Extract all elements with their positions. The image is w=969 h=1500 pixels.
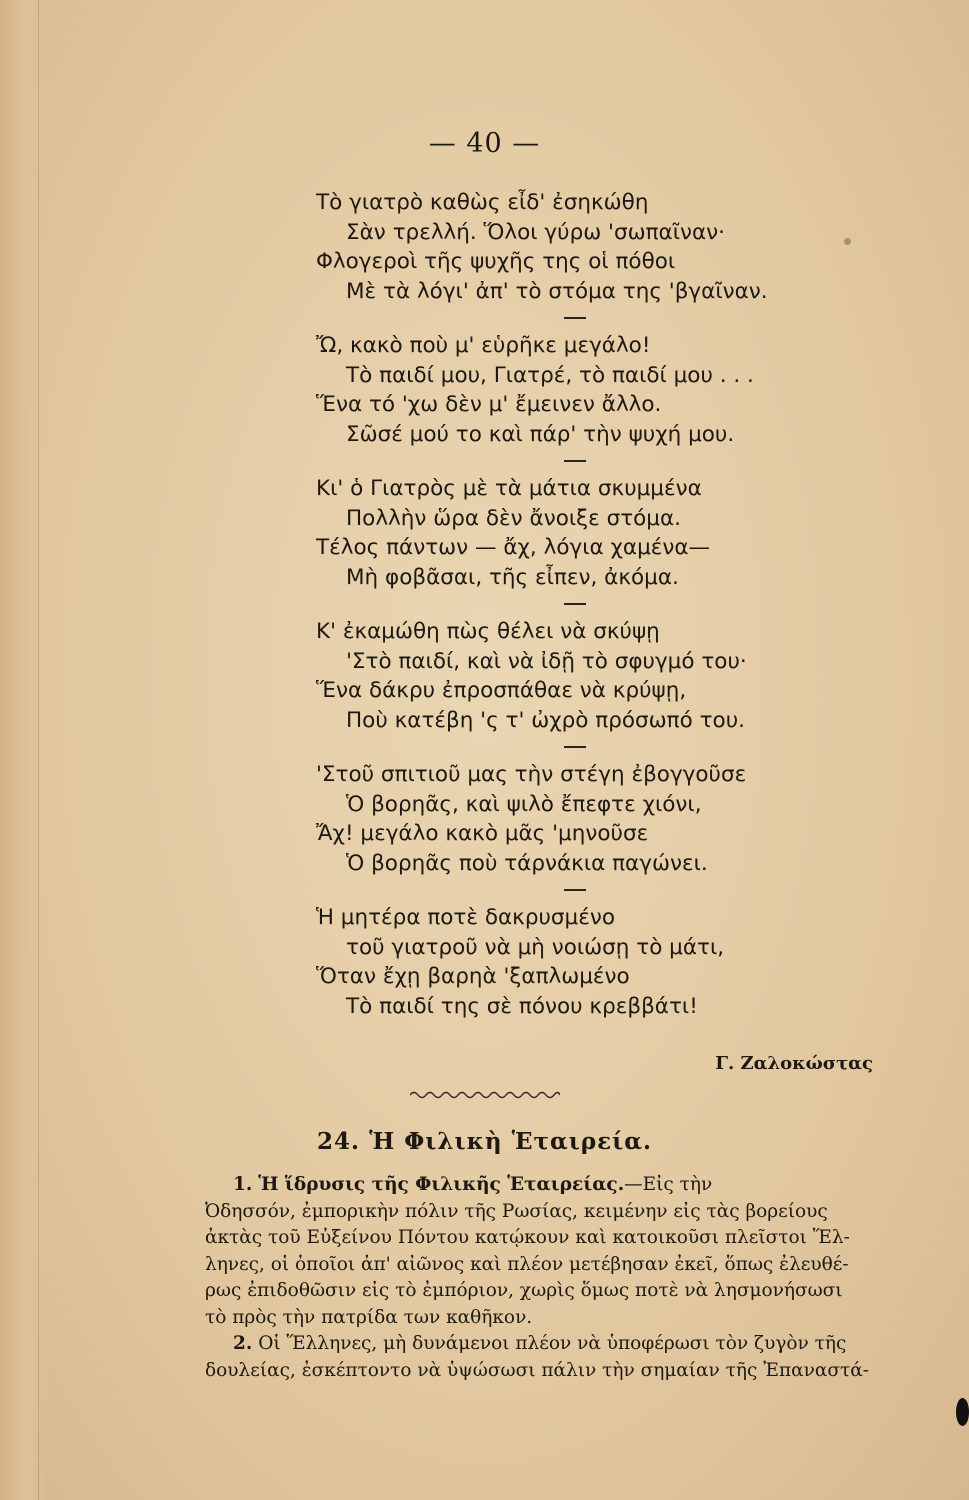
poem-line: Τὸ παιδί της σὲ πόνου κρεββάτι! bbox=[346, 993, 698, 1019]
poem-line: Τὸ παιδί μου, Γιατρέ, τὸ παιδί μου . . . bbox=[346, 362, 754, 388]
paragraph-line: τὸ πρὸς τὴν πατρίδα των καθῆκον. bbox=[205, 1306, 533, 1328]
poem-line: Ἕνα δάκρυ ἐπροσπάθαε νὰ κρύψῃ, bbox=[316, 678, 687, 703]
section-heading: 24. Ἡ Φιλικὴ Ἑταιρεία. bbox=[317, 1128, 652, 1155]
poem-line: Σῶσέ μού το καὶ πάρ' τὴν ψυχή μου. bbox=[346, 421, 735, 447]
poem-line: Ὤ, κακὸ ποὺ μ' εὑρῆκε μεγάλο! bbox=[316, 333, 651, 358]
stanza-separator bbox=[564, 317, 586, 319]
poem-line: Ποὺ κατέβη 'ς τ' ὠχρὸ πρόσωπό του. bbox=[346, 707, 745, 733]
poem-line: 'Στοῦ σπιτιοῦ μας τὴν στέγη ἐβογγοῦσε bbox=[316, 762, 747, 787]
poem-line: τοῦ γιατροῦ νὰ μὴ νοιώσῃ τὸ μάτι, bbox=[346, 934, 725, 960]
poem-line: Ὅταν ἔχῃ βαρηὰ 'ξαπλωμένο bbox=[316, 964, 630, 989]
poem-line: Σὰν τρελλή. Ὅλοι γύρω 'σωπαῖναν· bbox=[346, 219, 726, 245]
paragraph-number: 2. bbox=[233, 1333, 253, 1354]
poem bbox=[316, 188, 876, 1021]
paragraph-line: ληνες, οἱ ὁποῖοι ἀπ' αἰῶνος καὶ πλέον μετέβησαν ἐκεῖ, ὅπως ἐλευθέ- bbox=[205, 1253, 849, 1275]
paragraph-line: ἀκτὰς τοῦ Εὐξείνου Πόντου κατῴκουν καὶ κατοικοῦσι πλεῖστοι Ἕλ- bbox=[205, 1227, 850, 1248]
stanza bbox=[316, 617, 876, 735]
poem-line: Ἄχ! μεγάλο κακὸ μᾶς 'μηνοῦσε bbox=[316, 821, 649, 846]
poem-line: 'Στὸ παιδί, καὶ νὰ ἰδῇ τὸ σφυγμό του· bbox=[346, 648, 747, 674]
binding-line bbox=[38, 0, 39, 1500]
paragraph-title: Ἡ ἵδρυσις τῆς Φιλικῆς Ἑταιρείας. bbox=[258, 1174, 625, 1195]
poem-line: Φλογεροὶ τῆς ψυχῆς της οἱ πόθοι bbox=[316, 249, 676, 274]
poem-line: Πολλὴν ὥρα δὲν ἄνοιξε στόμα. bbox=[346, 505, 681, 531]
stanza-separator bbox=[564, 889, 586, 891]
ink-blot bbox=[956, 1398, 969, 1426]
paragraph-number: 1. bbox=[233, 1174, 253, 1195]
stanza bbox=[316, 903, 876, 1021]
poem-line: Ἕνα τό 'χω δὲν μ' ἔμεινεν ἄλλο. bbox=[316, 392, 662, 417]
poem-line: Μὴ φοβᾶσαι, τῆς εἶπεν, ἀκόμα. bbox=[346, 564, 679, 590]
paragraph-text: —Εἰς τὴν bbox=[624, 1174, 713, 1195]
section-body bbox=[205, 1172, 945, 1384]
poem-line: Ὁ βορηᾶς, καὶ ψιλὸ ἔπεφτε χιόνι, bbox=[346, 791, 702, 817]
poem-line: Κ' ἐκαμώθη πὼς θέλει νὰ σκύψῃ bbox=[316, 619, 660, 644]
paragraph-text: Οἱ Ἕλληνες, μὴ δυνάμενοι πλέον νὰ ὑποφέρωσι τὸν ζυγὸν τῆς bbox=[258, 1333, 847, 1354]
page-number: — 40 — bbox=[428, 128, 541, 159]
paragraph-line bbox=[205, 1331, 945, 1358]
stanza-separator bbox=[564, 746, 586, 748]
poem-author: Γ. Ζαλοκώστας bbox=[715, 1053, 873, 1074]
paragraph-line: Ὀδησσόν, ἐμπορικὴν πόλιν τῆς Ρωσίας, κειμένην εἰς τὰς βορείους bbox=[205, 1200, 828, 1222]
poem-line: Τὸ γιατρὸ καθὼς εἶδ' ἐσηκώθη bbox=[316, 190, 649, 215]
paragraph-line bbox=[205, 1172, 945, 1199]
ink-speck bbox=[844, 238, 851, 245]
poem-line: Ὁ βορηᾶς ποὺ τάρνάκια παγώνει. bbox=[346, 850, 708, 876]
paragraph-line: δουλείας, ἐσκέπτοντο νὰ ὑψώσωσι πάλιν τὴν σημαίαν τῆς Ἐπαναστά- bbox=[205, 1359, 870, 1381]
poem-line: Τέλος πάντων — ἄχ, λόγια χαμένα— bbox=[316, 535, 711, 560]
poem-line: Μὲ τὰ λόγι' ἀπ' τὸ στόμα της 'βγαῖναν. bbox=[346, 278, 768, 304]
stanza-separator bbox=[564, 460, 586, 462]
paragraph-line: ρως ἐπιδοθῶσιν εἰς τὸ ἐμπόριον, χωρὶς ὅμως ποτὲ νὰ λησμονήσωσι bbox=[205, 1280, 843, 1301]
stanza bbox=[316, 331, 876, 449]
stanza-separator bbox=[564, 603, 586, 605]
stanza bbox=[316, 760, 876, 878]
stanza bbox=[316, 188, 876, 306]
wavy-divider bbox=[410, 1088, 560, 1102]
poem-line: Κι' ὁ Γιατρὸς μὲ τὰ μάτια σκυμμένα bbox=[316, 476, 702, 501]
poem-line: Ἡ μητέρα ποτὲ δακρυσμένο bbox=[316, 905, 615, 930]
stanza bbox=[316, 474, 876, 592]
page-edge-shadow bbox=[0, 0, 46, 1500]
